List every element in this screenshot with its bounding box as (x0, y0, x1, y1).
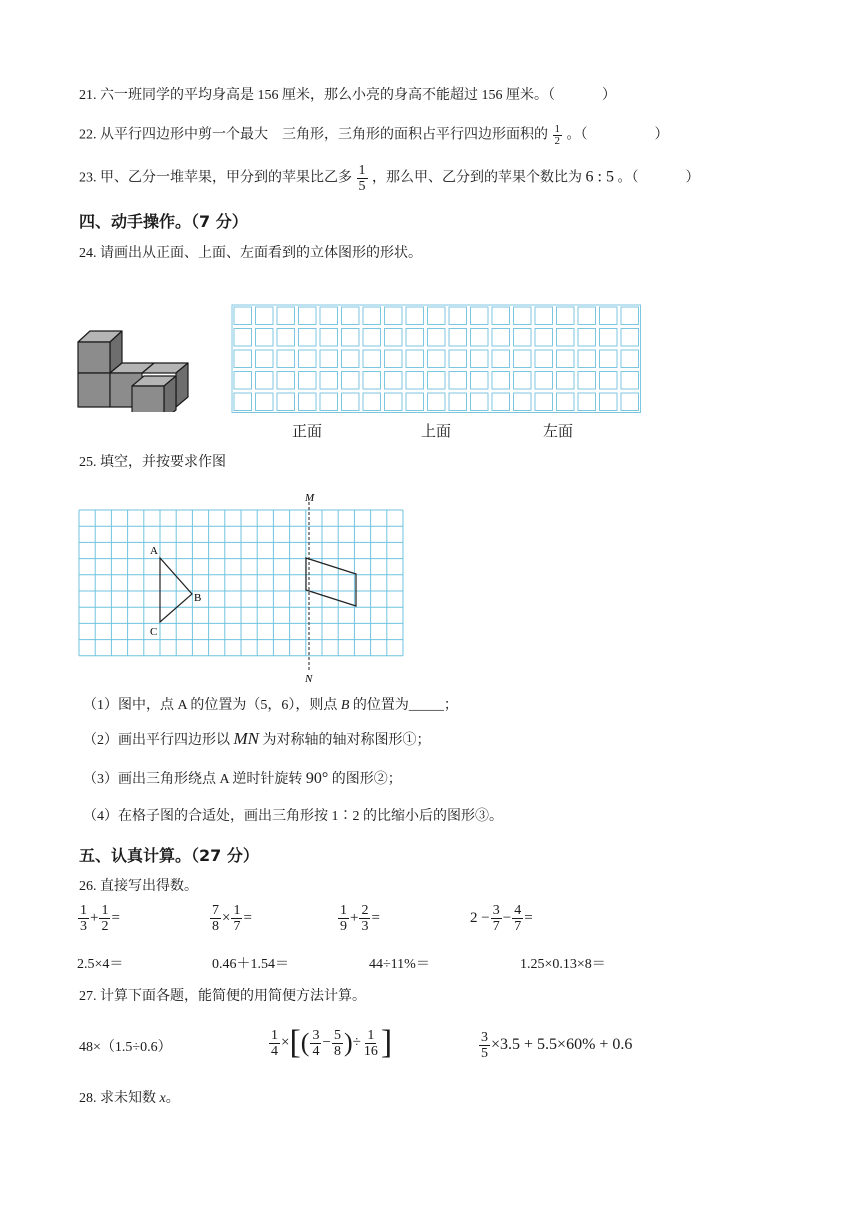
grid-cell[interactable] (320, 307, 338, 325)
question-number: 26. (79, 879, 97, 894)
question-text: 计算下面各题，能简便的用简便方法计算。 (100, 989, 366, 1004)
grid-cell[interactable] (600, 393, 618, 411)
question-26 (79, 878, 198, 896)
grid-cell[interactable] (535, 393, 553, 411)
parallelogram (306, 558, 356, 606)
angle-90: 90° (305, 770, 329, 787)
grid-cell[interactable] (256, 393, 274, 411)
grid-cell[interactable] (621, 350, 639, 368)
grid-cell[interactable] (363, 393, 381, 411)
denominator: 5 (358, 179, 366, 194)
answer-close-paren: ） (685, 170, 700, 186)
grid-cell[interactable] (428, 329, 446, 347)
grid-cell[interactable] (514, 329, 532, 347)
question-number: 24. (79, 246, 97, 261)
sub1-text: （1）图中，点 A 的位置为（5，6），则点 (83, 698, 338, 713)
grid-cell[interactable] (449, 307, 467, 325)
grid-cell[interactable] (299, 393, 317, 411)
drawing-grid[interactable] (230, 304, 646, 414)
question-mid: ，那么甲、乙分到的苹果个数比为 (372, 170, 582, 186)
grid-cell[interactable] (277, 307, 295, 325)
sub1-tail: 的位置为_____； (352, 698, 458, 713)
grid-cell[interactable] (342, 393, 360, 411)
grid-cell[interactable] (428, 372, 446, 390)
grid-cell[interactable] (256, 307, 274, 325)
grid-cell[interactable] (406, 329, 424, 347)
ratio: 6 : 5 (585, 168, 614, 186)
grid-cell[interactable] (449, 393, 467, 411)
grid-cell[interactable] (449, 372, 467, 390)
grid-cell[interactable] (535, 350, 553, 368)
q25-sub4: （4）在格子图的合适处，画出三角形按 1∶2 的比缩小后的图形③。 (83, 809, 503, 824)
sub2-tail: 为对称轴的轴对称图形①； (262, 733, 431, 748)
grid-cell[interactable] (342, 372, 360, 390)
grid-cell[interactable] (492, 372, 510, 390)
expr-1: $\frac{1}{3}$ + $\frac{1}{2}$ = (80, 903, 120, 934)
grid-cell[interactable] (320, 372, 338, 390)
grid-cell[interactable] (406, 372, 424, 390)
fraction-one-half (553, 124, 563, 147)
grid-cell[interactable] (385, 307, 403, 325)
question-number: 23. (79, 170, 97, 186)
grid-cell[interactable] (578, 372, 596, 390)
cube-front-face (78, 373, 110, 407)
numerator: 1 (554, 123, 560, 135)
point-b-label: B (194, 592, 202, 604)
calc-1: 48×（1.5÷0.6） (79, 1040, 172, 1055)
grid-cell[interactable] (363, 350, 381, 368)
grid-cell[interactable] (492, 393, 510, 411)
grid-cell[interactable] (234, 350, 252, 368)
grid-cell[interactable] (428, 307, 446, 325)
grid-cell[interactable] (492, 350, 510, 368)
grid-cell[interactable] (256, 372, 274, 390)
grid-cell[interactable] (557, 350, 575, 368)
grid-cell[interactable] (621, 372, 639, 390)
sub3-tail: 的图形②； (331, 772, 402, 787)
grid-cell[interactable] (621, 393, 639, 411)
calc-3: $\frac{3}{5}$ ×3.5 + 5.5×60% + 0.6 (481, 1030, 633, 1061)
axis-mn: MN (233, 729, 259, 748)
grid-cell[interactable] (578, 393, 596, 411)
grid-cell[interactable] (256, 329, 274, 347)
fraction-one-fifth (357, 163, 368, 194)
grid-cell[interactable] (234, 329, 252, 347)
question-number: 25. (79, 455, 97, 470)
grid-cell[interactable] (299, 372, 317, 390)
sub3-text: （3）画出三角形绕点 A 逆时针旋转 (83, 772, 303, 787)
grid-cell[interactable] (256, 350, 274, 368)
grid-cell[interactable] (385, 393, 403, 411)
cube-figure (74, 326, 194, 412)
question-number: 28. (79, 1091, 97, 1106)
grid-cell[interactable] (406, 307, 424, 325)
expr-5: 2.5×4＝ (77, 957, 124, 972)
axis-label-m: M (305, 492, 315, 504)
grid-cell[interactable] (277, 372, 295, 390)
grid-cell[interactable] (320, 393, 338, 411)
question-number: 21. (79, 88, 97, 103)
grid-cell[interactable] (535, 329, 553, 347)
answer-close-paren: ） (654, 127, 669, 143)
expr-3: $\frac{1}{9}$ + $\frac{2}{3}$ = (340, 903, 380, 934)
grid-cell[interactable] (471, 307, 489, 325)
grid-cell[interactable] (535, 372, 553, 390)
question-number: 27. (79, 989, 97, 1004)
grid-cell[interactable] (299, 350, 317, 368)
numerator: 1 (358, 163, 366, 178)
grid-cell[interactable] (600, 329, 618, 347)
denominator: 2 (554, 135, 560, 147)
question-28 (79, 1090, 180, 1108)
question-tail: 。（ (566, 127, 588, 143)
grid-cell[interactable] (600, 307, 618, 325)
grid-cell[interactable] (320, 329, 338, 347)
question-tail: 。（ (617, 170, 639, 186)
cube-front-face (78, 342, 110, 373)
q25-sub2 (83, 730, 431, 750)
point-c-label: C (150, 626, 158, 638)
grid-cell[interactable] (342, 329, 360, 347)
grid-cell[interactable] (557, 307, 575, 325)
label-top-view: 上面 (421, 424, 452, 440)
question-number: 22. (79, 127, 97, 143)
sub2-text: （2）画出平行四边形以 (83, 733, 230, 748)
answer-close-paren: ） (602, 88, 616, 103)
grid-cell[interactable] (557, 393, 575, 411)
grid-cell[interactable] (471, 350, 489, 368)
point-a-label: A (150, 545, 158, 557)
calc-2: $\frac{1}{4}$ ×[( $\frac{3}{4}$ − $\frac{5}{8}$ )÷ $\frac{1}{16}$ ] (271, 1024, 393, 1061)
question-text: 甲、乙分一堆苹果，甲分到的苹果比乙多 (100, 170, 352, 186)
expr-8: 1.25×0.13×8＝ (520, 957, 606, 972)
question-text: 从平行四边形中剪一个最大 三角形，三角形的面积占平行四边形面积的 (100, 127, 548, 143)
question-25 (79, 454, 226, 472)
grid-cell[interactable] (471, 329, 489, 347)
unknown-x: x (159, 1091, 166, 1106)
grid-cell[interactable] (578, 350, 596, 368)
q25-sub3 (83, 770, 402, 789)
grid-cell[interactable] (385, 350, 403, 368)
grid-cell[interactable] (320, 350, 338, 368)
grid-cell[interactable] (578, 329, 596, 347)
grid-cell[interactable] (514, 372, 532, 390)
grid-cell[interactable] (492, 329, 510, 347)
section-5-title: 五、认真计算。（27 分） (79, 846, 259, 865)
q25-sub1 (83, 697, 458, 715)
grid-cell[interactable] (234, 372, 252, 390)
question-23 (79, 163, 699, 194)
grid-cell[interactable] (621, 329, 639, 347)
grid-cell[interactable] (428, 350, 446, 368)
grid-cell[interactable] (299, 329, 317, 347)
grid-cell[interactable] (342, 307, 360, 325)
grid-cell[interactable] (449, 329, 467, 347)
grid-border (232, 305, 641, 413)
question-text: 填空，并按要求作图 (100, 455, 226, 470)
question-tail: 。 (165, 1091, 180, 1106)
expr-7: 44÷11%＝ (369, 957, 430, 972)
question-27 (79, 988, 366, 1006)
question-text: 求未知数 (100, 1091, 156, 1106)
question-text: 六一班同学的平均身高是 156 厘米，那么小亮的身高不能超过 156 厘米。（ (100, 88, 555, 103)
grid-cell[interactable] (535, 307, 553, 325)
grid-cell[interactable] (234, 393, 252, 411)
grid-cell[interactable] (277, 329, 295, 347)
grid-cell[interactable] (492, 307, 510, 325)
grid-cell[interactable] (600, 372, 618, 390)
question-text: 直接写出得数。 (100, 879, 198, 894)
grid-cell[interactable] (406, 393, 424, 411)
grid-cell[interactable] (514, 350, 532, 368)
grid-cell[interactable] (471, 393, 489, 411)
section-4-title: 四、动手操作。（7 分） (79, 212, 248, 231)
axis-label-n: N (305, 673, 313, 684)
grid-cell[interactable] (277, 350, 295, 368)
grid-cell[interactable] (363, 307, 381, 325)
expr-4: 2 − $\frac{3}{7}$ − $\frac{4}{7}$ = (470, 903, 533, 934)
question-22 (79, 124, 669, 147)
grid-cell[interactable] (428, 393, 446, 411)
grid-cell[interactable] (578, 307, 596, 325)
grid-cell[interactable] (234, 307, 252, 325)
grid-cell[interactable] (557, 329, 575, 347)
point-b: B (340, 698, 350, 713)
grid-cell[interactable] (385, 329, 403, 347)
expr-6: 0.46＋1.54＝ (212, 957, 289, 972)
label-front-view: 正面 (292, 424, 323, 440)
grid-cell[interactable] (514, 307, 532, 325)
label-left-view: 左面 (543, 424, 574, 440)
cube-front-face (132, 386, 164, 412)
question-21 (79, 87, 616, 105)
expr-2: $\frac{7}{8}$ × $\frac{1}{7}$ = (212, 903, 252, 934)
coordinate-grid[interactable] (76, 488, 410, 684)
grid-cell[interactable] (277, 393, 295, 411)
grid-cell[interactable] (600, 350, 618, 368)
grid-cell[interactable] (385, 372, 403, 390)
grid-cell[interactable] (557, 372, 575, 390)
grid-cell[interactable] (449, 350, 467, 368)
question-text: 请画出从正面、上面、左面看到的立体图形的形状。 (100, 246, 422, 261)
grid-cell[interactable] (406, 350, 424, 368)
grid-cell[interactable] (299, 307, 317, 325)
grid-cell[interactable] (621, 307, 639, 325)
grid-cell[interactable] (514, 393, 532, 411)
grid-cell[interactable] (363, 329, 381, 347)
grid-cell[interactable] (471, 372, 489, 390)
grid-cell[interactable] (342, 350, 360, 368)
question-24 (79, 245, 422, 263)
grid-cell[interactable] (363, 372, 381, 390)
